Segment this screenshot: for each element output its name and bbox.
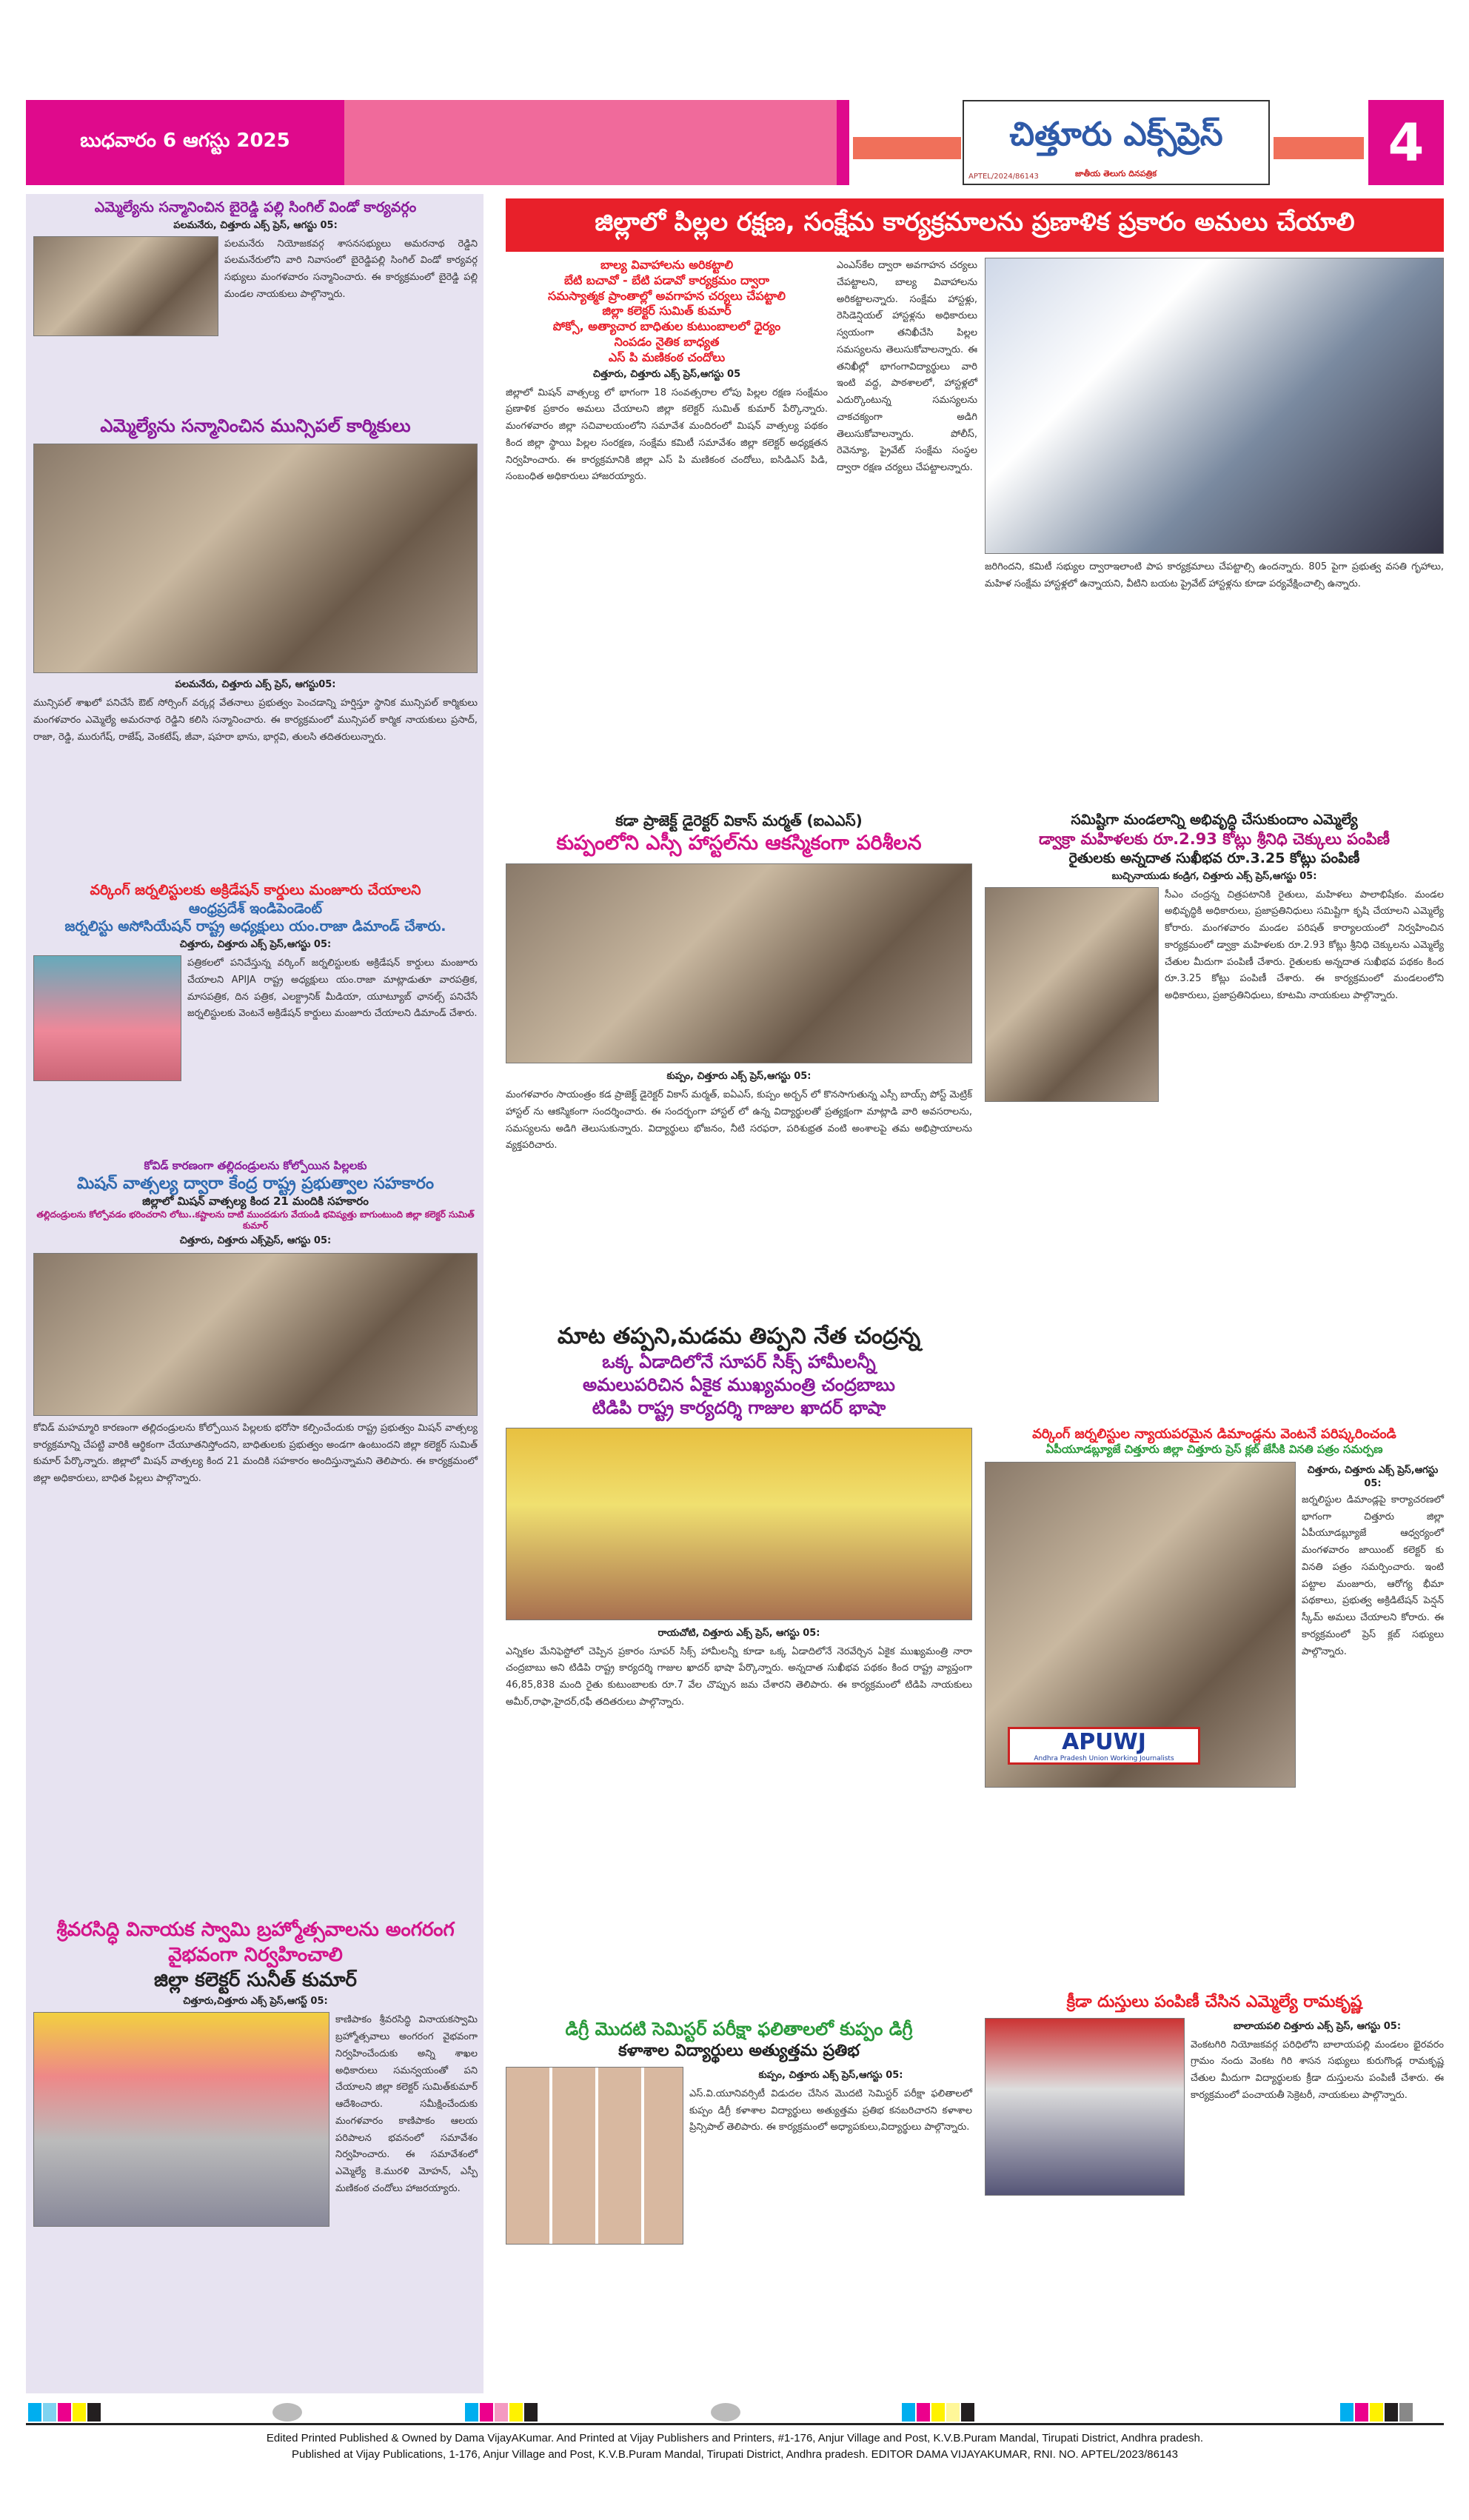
article-body: జరిగిందని, కమిటీ సభ్యుల ద్వారాఇలాంటి పాప కార్యక్రమాలు చేపట్టాల్సి ఉందన్నారు. 805 పైగా ప్రభుత్వ వసతి గృహాలు, మహిళ సంక్షేమ హాస్టళ్లలో ఉన్నాయని, వీటిని బయట ప్రైవేట్ హాస్టళ్లను కూడా పర్యవేక్షించాల్సి ఉన్నారు.	[985, 561, 1444, 589]
portrait-photo	[33, 955, 181, 1081]
subheadline: ఒక్క ఏడాదిలోనే సూపర్ సిక్స్ హామీలన్నీ	[602, 1351, 876, 1372]
student-photos	[506, 2067, 683, 2245]
article-body: పలమనేరు నియోజకవర్గ శాసనసభ్యులు అమరనాథ రెడ్డిని పలమనేరులోని వారి నివాసంలో బైరెడ్డిపల్లి సింగిల్ విండో కార్యవర్గ సభ్యులు మంగళవారం సన్మానించారు. ఈ కార్యక్రమంలో బైరెడ్డి పల్లి మండల నాయకులు పాల్గొన్నారు.	[224, 238, 478, 300]
subheadline: రైతులకు అన్నదాత సుఖీభవ రూ.3.25 కోట్లు పంపిణీ	[1068, 849, 1360, 866]
article-mla-felicitation	[33, 198, 478, 336]
subheadline: జిల్లా కలెక్టర్ సుమిత్ కుమార్	[602, 304, 732, 318]
article-body: మంగళవారం సాయంత్రం కడ ప్రాజెక్ట్ డైరెక్టర్ వికాస్ మర్మత్, ఐఏఎస్, కుప్పం అర్బన్ లో కొనసాగుతున్న ఎస్సీ బాయ్స్ పోస్ట్ మెట్రిక్ హాస్టల్ ను ఆకస్మికంగా సందర్శించారు. ఈ సందర్భంగా హాస్టల్ లో ఉన్న విద్యార్థులతో ప్రత్యక్షంగా మాట్లాడి వారి అవసరాలను, సమస్యలను అడిగి తెలుసుకున్నారు. విద్యార్థులు భోజనం, నీటి సరఫరా, పరిశుభ్రత వంటి అంశాలపై తమ అభిప్రాయాలను వ్యక్తపరిచారు.	[506, 1089, 972, 1152]
dateline: పలమనేరు, చిత్తూరు ఎక్స్ ప్రెస్, ఆగస్టు05:	[175, 679, 336, 691]
dateline: బాలాయపలి చిత్తూరు ఎక్స్ ప్రెస్, ఆగస్టు 05:	[1233, 2020, 1402, 2032]
lead-photo	[985, 258, 1444, 554]
subheadline: సమస్యాత్మక ప్రాంతాల్లో అవగాహన చర్యలు చేపట్టాలి	[547, 288, 786, 303]
subheadline: బాల్య వివాహాలను అరికట్టాలి	[600, 258, 734, 272]
headline: వర్కింగ్ జర్నలిస్టులకు అక్రిడేషన్ కార్డులు మంజూరు చేయాలని	[90, 882, 421, 898]
dateline: చిత్తూరు, చిత్తూరు ఎక్స్ ప్రెస్,ఆగస్టు 05	[592, 368, 741, 380]
news-photo	[33, 2012, 329, 2227]
kicker: కోవిడ్ కారణంగా తల్లిదండ్రులను కోల్పోయిన పిల్లలకు	[144, 1159, 367, 1172]
subheadline: కళాశాల విద్యార్థులు అత్యుత్తమ ప్రతిభ	[618, 2042, 860, 2061]
header-divider	[853, 137, 961, 159]
subheadline: ఏపీయూడబ్ల్యూజే చిత్తూరు జిల్లా చిత్తూరు ప్రెస్ క్లబ్ జేసీకి వినతి పత్రం సమర్పణ	[1045, 1443, 1383, 1457]
headline: మిషన్ వాత్సల్య ద్వారా కేంద్ర రాష్ట్ర ప్రభుత్వాల సహకారం	[76, 1174, 435, 1193]
subheadline: ఆంధ్రప్రదేశ్ ఇండిపెండెంట్	[188, 900, 323, 917]
subheadline: టిడిపి రాష్ట్ర కార్యదర్శి గాజుల ఖాదర్ భాషా	[592, 1397, 886, 1419]
dateline: కుప్పం, చిత్తూరు ఎక్స్ ప్రెస్,ఆగస్టు 05:	[758, 2069, 903, 2081]
color-registration-bar	[28, 2403, 102, 2422]
banner-text: APUWJ	[1062, 1728, 1146, 1755]
header-strip	[837, 100, 849, 185]
color-registration-bar	[465, 2403, 539, 2422]
headline: ఎమ్మెల్యేను సన్మానించిన మున్సిపల్ కార్మికులు	[100, 415, 411, 436]
headline: శ్రీవరసిద్ధి వినాయక స్వామి బ్రహ్మోత్సవాలను అంగరంగ వైభవంగా నిర్వహించాలి	[56, 1919, 455, 1966]
subheadline: జిల్లాలో మిషన్ వాత్సల్య కింద 21 మందికి సహకారం	[142, 1194, 369, 1209]
page-number: 4	[1368, 100, 1444, 185]
news-photo	[985, 887, 1159, 1102]
logo-text: చిత్తూరు ఎక్స్‌ప్రెస్	[1009, 116, 1223, 153]
dateline: చిత్తూరు, చిత్తూరు ఎక్స్ ప్రెస్,ఆగస్టు 05:	[1307, 1464, 1439, 1489]
logo-tagline: జాతీయ తెలుగు దినపత్రిక	[1075, 169, 1157, 178]
article-degree-results	[506, 2018, 972, 2245]
lead-subheads	[506, 258, 828, 366]
color-registration-bar	[1340, 2403, 1414, 2422]
dateline: చిత్తూరు,చిత్తూరు ఎక్స్ ప్రెస్,ఆగస్ట్ 05:	[183, 1996, 328, 2008]
masthead-logo	[963, 100, 1270, 185]
news-photo	[33, 1253, 478, 1416]
lead-article	[506, 258, 828, 486]
subheadline: అమలుపరిచిన ఏకైక ముఖ్యమంత్రి చంద్రబాబు	[583, 1374, 895, 1396]
subheadline: బేటి బచావో - బేటి పడావో కార్యక్రమం ద్వారా	[563, 273, 770, 287]
imprint-line: Published at Vijay Publications, 1-176, Anjur Village and Post, K.V.B.Puram Mandal, Tirupati District, Andhra pradesh. EDITOR DAMA VIJAYAKUMAR, RNI. NO. APTEL/2023/86143	[292, 2448, 1178, 2461]
subheadline: జర్నలిస్టు అసోసియేషన్ రాష్ట్ర అధ్యక్షులు యం.రాజా డిమాండ్ చేశారు.	[64, 918, 446, 935]
headline: క్రీడా దుస్తులు పంపిణీ చేసిన ఎమ్మెల్యే రామకృష్ణ	[1066, 1993, 1362, 2011]
logo-reg: APTEL/2024/86143	[968, 173, 1039, 181]
subheadline: తల్లిదండ్రులను కోల్పోవడం భరించరాని లోటు..కష్టాలను దాటి ముందడుగు వేయండి భవిష్యత్తు బాగుంటుంది జిల్లా కలెక్టర్ సుమిత్ కుమార్	[36, 1209, 475, 1231]
article-sports-kits	[985, 1992, 1444, 2196]
article-body: ఎస్.వి.యూనివర్సిటీ విడుదల చేసిన మొదటి సెమిస్టర్ పరీక్షా ఫలితాలలో కుప్పం డిగ్రీ కళాశాల విద్యార్థులు అత్యుత్తమ ప్రతిభ కనబరిచారని కళాశాల ప్రిన్సిపాల్ తెలిపారు. ఈ కార్యక్రమంలో అధ్యాపకులు,విద్యార్థులు పాల్గొన్నారు.	[689, 2088, 972, 2133]
headline: మాట తప్పని,మడమ తిప్పని నేత చంద్రన్న	[557, 1323, 921, 1349]
article-chandranna	[506, 1322, 972, 1711]
header-band	[344, 100, 837, 185]
dateline: చిత్తూరు, చిత్తూరు ఎక్స్ ప్రెస్,ఆగస్టు 05:	[179, 939, 332, 951]
article-body: మున్సిపల్ శాఖలో పనిచేసే ఔట్ సోర్సింగ్ వర్కర్ల వేతనాలు ప్రభుత్వం పెంచడాన్ని హర్షిస్తూ స్థానిక మున్సిపల్ కార్మికులు మంగళవారం ఎమ్మెల్యే అమరనాథ రెడ్డిని కలిసి సన్మానించారు. ఈ కార్యక్రమంలో మున్సిపల్ కార్మిక నాయకులు ప్రసాద్, రాజా, రెడ్డి, మురుగేష్, రాజేష్, వెంకటేష్, జీవా, షహరా భాను, భార్గవి, తులసి తదితరులున్నారు.	[33, 698, 478, 743]
subheadline: పోక్సో, అత్యాచార బాధితుల కుటుంబాలలో ధైర్యం	[552, 319, 781, 334]
article-body: కోవిడ్ మహమ్మారి కారణంగా తల్లిదండ్రులను కోల్పోయిన పిల్లలకు భరోసా కల్పించేందుకు రాష్ట్ర ప్రభుత్వం మిషన్ వాత్సల్య కార్యక్రమాన్ని చేపట్టి వారికి ఆర్థికంగా చేయూతనిస్తోందని, బాధితులకు ప్రభుత్వం అండగా ఉంటుందని జిల్లా కలెక్టర్ సుమిత్ కుమార్ పేర్కొన్నారు. జిల్లాలో మిషన్ వాత్సల్య కింద 21 మందికి సహకారం అందిస్తున్నామని తెలిపారు. ఈ కార్యక్రమంలో జిల్లా అధికారులు, బాధిత పిల్లలు పాల్గొన్నారు.	[33, 1422, 478, 1485]
edition-date: బుధవారం 6 ఆగస్టు 2025	[26, 100, 344, 185]
dateline: పలమనేరు, చిత్తూరు ఎక్స్ ప్రెస్, ఆగస్టు 05:	[173, 219, 338, 231]
subheadline: ఎస్ పి మణికంఠ చందోలు	[608, 350, 726, 364]
article-municipal-workers	[33, 415, 478, 746]
article-journalists-demands	[985, 1426, 1444, 1788]
article-dwcra-cheques	[985, 811, 1444, 1102]
news-photo	[33, 444, 478, 673]
article-body: జర్నలిస్టుల డిమాండ్లపై కార్యాచరణలో భాగంగా చిత్తూరు జిల్లా ఏపీయూడబ్ల్యూజే ఆధ్వర్యంలో మంగళవారం జాయింట్ కలెక్టర్ కు వినతి పత్రం సమర్పించారు. ఇంటి పట్టాల మంజూరు, ఆరోగ్య భీమా పథకాలు, ప్రభుత్వ అక్రిడిటేషన్ పెన్షన్ స్కీమ్ అమలు చేయాలని కోరారు. ఈ కార్యక్రమంలో ప్రెస్ క్లబ్ సభ్యులు పాల్గొన్నారు.	[1302, 1494, 1444, 1657]
article-body: ఎన్నికల మేనిఫెస్టోలో చెప్పిన ప్రకారం సూపర్ సిక్స్ హామీలన్నీ కూడా ఒక్క ఏడాదిలోనే నెరవేర్చిన ఏకైక ముఖ్యమంత్రి నారా చంద్రబాబు అని టిడిపి రాష్ట్ర కార్యదర్శి గాజుల ఖాదర్ భాషా పేర్కొన్నారు. అన్నదాత సుఖీభవ పథకం కింద రాష్ట్ర వ్యాప్తంగా 46,85,838 మంది రైతు కుటుంబాలకు రూ.7 వేల చొప్పున జమ చేశారని తెలిపారు. ఈ కార్యక్రమంలో టిడిపి నాయకులు అమీర్,రాఫా,హైదర్,రఫీ తదితరులు పాల్గొన్నారు.	[506, 1645, 972, 1708]
article-accreditation	[33, 881, 478, 1081]
lead-headline: జిల్లాలో పిల్లల రక్షణ, సంక్షేమ కార్యక్రమాలను ప్రణాళిక ప్రకారం అమలు చేయాలి	[506, 198, 1444, 252]
headline: కుప్పంలోని ఎస్సీ హాస్టల్‌ను ఆకస్మికంగా పరిశీలన	[556, 832, 922, 855]
imprint	[26, 2430, 1444, 2463]
headline: డ్వాక్రా మహిళలకు రూ.2.93 కోట్లు శ్రీనిధి చెక్కులు పంపిణీ	[1038, 829, 1391, 848]
kicker: కడా ప్రాజెక్ట్ డైరెక్టర్ వికాస్ మర్మత్ (ఐఎఎస్)	[615, 812, 863, 829]
article-body: ఎంఎస్‌కేల ద్వారా అవగాహన చర్యలు చేపట్టాలని, బాల్య వివాహాలను అరికట్టాలన్నారు. సంక్షేమ హాస్టళ్లు, రెసిడెన్షియల్ హాస్టళ్లను అధికారులు స్వయంగా తనిఖీచేసి పిల్లల సమస్యలను తెలుసుకోవాలన్నారు. ఈ తనిఖీల్లో భాగంగావిద్యార్థులు వారి ఇంటి వద్ద, పాఠశాలలో, హాస్టళ్లలో ఎదుర్కొంటున్న సమస్యలను చాకచక్యంగా అడిగి తెలుసుకోవాలన్నారు. పోలీస్, రెవెన్యూ, ప్రైవేట్ సంక్షేమ సంస్థల ద్వారా రక్షణ చర్యలు చేపట్టాలన్నారు.	[837, 260, 977, 473]
article-body: సీఎం చంద్రన్న చిత్రపటానికి రైతులు, మహిళలు పాలాభిషేకం. మండల అభివృద్ధికి అధికారులు, ప్రజాప్రతినిధులు సమిష్టిగా కృషి చేయాలని ఎమ్మెల్యే కోరారు. మంగళవారం మండల పరిషత్ కార్యాలయంలో నిర్వహించిన కార్యక్రమంలో డ్వాక్రా మహిళలకు రూ.2.93 కోట్లు శ్రీనిధి చెక్కులను ఎమ్మెల్యే చేతుల మీదుగా పంపిణీ చేశారు. రైతులకు అన్నదాత సుఖీభవ పథకం కింద రూ.3.25 కోట్లు పంపిణీ చేశారు. ఈ కార్యక్రమంలో మండలంలోని అధికారులు, ప్రజాప్రతినిధులు, కూటమి నాయకులు పాల్గొన్నారు.	[1165, 889, 1444, 1002]
footer-rule	[26, 2423, 1444, 2425]
imprint-line: Edited Printed Published & Owned by Dama VijayAKumar. And Printed at Vijay Publishers and Printers, #1-176, Anjur Village and Post, K.V.B.Puram Mandal, Tirupati District, Andhra pradesh.	[266, 2432, 1204, 2444]
dateline: కుప్పం, చిత్తూరు ఎక్స్ ప్రెస్,ఆగస్టు 05:	[666, 1071, 812, 1083]
article-kuppam-hostel	[506, 811, 972, 1154]
article-brahmotsavam	[33, 1918, 478, 2227]
color-registration-bar	[902, 2403, 976, 2422]
header-divider	[1274, 137, 1364, 159]
headline: డిగ్రీ మొదటి సెమిస్టర్ పరీక్షా ఫలితాలలో కుప్పం డిగ్రీ	[565, 2019, 913, 2039]
headline: వర్కింగ్ జర్నలిస్టుల న్యాయపరమైన డిమాండ్లను వెంటనే పరిష్కరించండి	[1032, 1426, 1396, 1442]
dateline: చిత్తూరు, చిత్తూరు ఎక్స్‌ప్రెస్, ఆగస్టు 05:	[179, 1234, 332, 1246]
news-photo	[33, 236, 218, 336]
banner-subtext: Andhra Pradesh Union Working Journalists	[1034, 1754, 1174, 1762]
news-photo	[985, 2018, 1185, 2196]
dateline: రాయచోటి, చిత్తూరు ఎక్స్ ప్రెస్, ఆగస్టు 05:	[657, 1627, 820, 1639]
article-mission-vatsalya	[33, 1159, 478, 1488]
subheadline: జిల్లా కలెక్టర్ సునీత్ కుమార్	[154, 1968, 357, 1991]
dateline: బుచ్చినాయుడు కండ్రిగ, చిత్తూరు ఎక్స్ ప్రెస్,ఆగస్టు 05:	[1111, 870, 1317, 882]
subheadline: నింపడం నైతిక బాధ్యత	[614, 334, 720, 349]
registration-mark	[272, 2403, 302, 2422]
news-photo	[985, 1462, 1296, 1788]
registration-mark	[711, 2403, 740, 2422]
article-body: వెంకటగిరి నియోజకవర్గ పరిధిలోని బాలాయపల్లి మండలం భైరవరం గ్రామం నందు వెంకట గిరి శాసన సభ్యులు కురుగొండ్ల రామకృష్ణ చేతుల మీదుగా విద్యార్థులకు క్రీడా దుస్తులను పంపిణీ చేశారు. ఈ కార్యక్రమంలో పంచాయతీ సెక్రెటరీ, నాయకులు పాల్గొన్నారు.	[1191, 2039, 1444, 2101]
article-body: పత్రికలలో పనిచేస్తున్న వర్కింగ్ జర్నలిస్టులకు అక్రిడేషన్ కార్డులు మంజూరు చేయాలని APIJA రాష్ట్ర అధ్యక్షులు యం.రాజా మాట్లాడుతూ వారపత్రిక, మాసపత్రిక, దిన పత్రిక, ఎలక్ట్రానిక్ మీడియా, యూట్యూబ్ ఛానల్స్ పనిచేసే జర్నలిస్టులకు వెంటనే అక్రిడేషన్ కార్డులు మంజూరు చేయాలని డిమాండ్ చేశారు.	[187, 957, 478, 1020]
article-body: కాణిపాకం శ్రీవరసిద్ధి వినాయకస్వామి బ్రహ్మోత్సవాలు అంగరంగ వైభవంగా నిర్వహించేందుకు అన్ని శాఖల అధికారులు సమన్వయంతో పని చేయాలని జిల్లా కలెక్టర్ సుమిత్‌కుమార్ ఆదేశించారు. సమీక్షించేందుకు మంగళవారం కాణిపాకం ఆలయ పరిపాలన భవనంలో సమావేశం నిర్వహించారు. ఈ సమావేశంలో ఎమ్మెల్యే కె.మురళి మోహన్, ఎస్పీ మణికంఠ చందోలు హాజరయ్యారు.	[335, 2014, 478, 2194]
news-photo	[506, 863, 972, 1063]
headline: ఎమ్మెల్యేను సన్మానించిన బైరెడ్డి పల్లి సింగిల్ విండో కార్యవర్గం	[94, 199, 417, 215]
article-body: జిల్లాలో మిషన్ వాత్సల్య లో భాగంగా 18 సంవత్సరాల లోపు పిల్లల రక్షణ సంక్షేమం ప్రణాళిక ప్రకారం అమలు చేయాలని జిల్లా కలెక్టర్ సుమిత్ కుమార్ పేర్కొన్నారు. మంగళవారం జిల్లా సచివాలయంలోని సమావేశ మందిరంలో మిషన్ వాత్సల్య పథకం కింద జిల్లా స్థాయి పిల్లల సంరక్షణ, సంక్షేమ కమిటీ సమావేశం జిల్లా కలెక్టర్ అధ్యక్షతన నిర్వహించారు. ఈ కార్యక్రమానికి జిల్లా ఎస్ పి మణికంఠ చందోలు, ఐసిడిఎస్ పిడి, సంబంధిత అధికారులు హాజరయ్యారు.	[506, 387, 828, 483]
news-photo	[506, 1428, 972, 1620]
kicker: సమిష్టిగా మండలాన్ని అభివృద్ధి చేసుకుందాం ఎమ్మెల్యే	[1071, 812, 1358, 828]
